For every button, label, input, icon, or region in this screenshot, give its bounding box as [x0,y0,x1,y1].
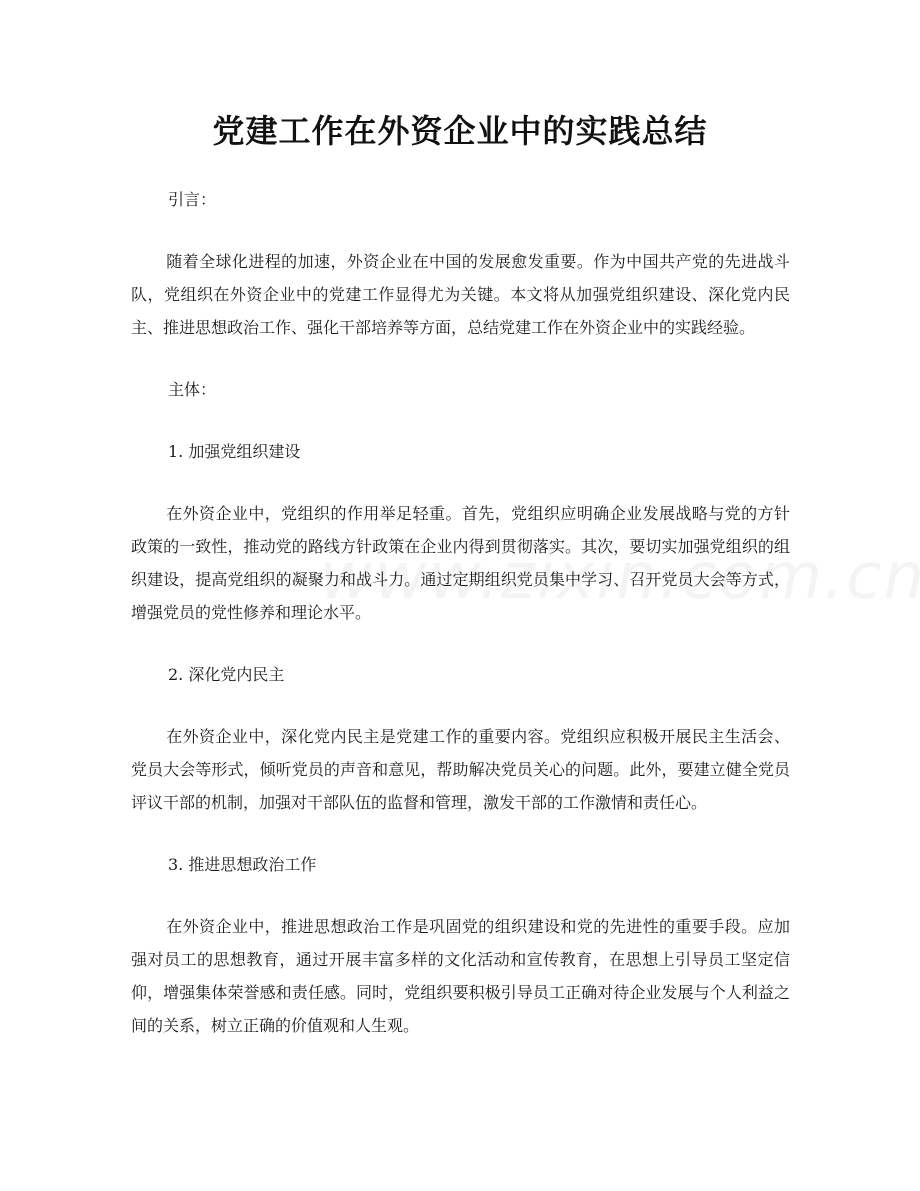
document-title: 党建工作在外资企业中的实践总结 [212,112,708,150]
intro-paragraph: 随着全球化进程的加速，外资企业在中国的发展愈发重要。作为中国共产党的先进战斗队，党组织在外资企业中的党建工作显得尤为关键。本文将从加强党组织建设、深化党内民主、推进思想政治工作、强化干部培养等方面，总结党建工作在外资企业中的实践经验。 [131,252,790,337]
section-heading-2: 2. 深化党内民主 [168,665,285,684]
section-paragraph-2: 在外资企业中，深化党内民主是党建工作的重要内容。党组织应积极开展民主生活会、党员大会等形式，倾听党员的声音和意见，帮助解决党员关心的问题。此外，要建立健全党员评议干部的机制，加强对干部队伍的监督和管理，激发干部的工作激情和责任心。 [131,727,790,812]
section-heading-1: 1. 加强党组织建设 [168,442,301,461]
main-label: 主体： [168,380,217,399]
section-heading-3: 3. 推进思想政治工作 [168,855,317,874]
section-paragraph-1: 在外资企业中，党组织的作用举足轻重。首先，党组织应明确企业发展战略与党的方针政策的一致性，推动党的路线方针政策在企业内得到贯彻落实。其次，要切实加强党组织的组织建设，提高党组织的凝聚力和战斗力。通过定期组织党员集中学习、召开党员大会等方式，增强党员的党性修养和理论水平。 [131,504,790,622]
document-body [131,183,790,1071]
intro-label: 引言： [168,190,217,209]
section-paragraph-3: 在外资企业中，推进思想政治工作是巩固党的组织建设和党的先进性的重要手段。应加强对员工的思想教育，通过开展丰富多样的文化活动和宣传教育，在思想上引导员工坚定信仰，增强集体荣誉感和责任感。同时，党组织要积极引导员工正确对待企业发展与个人利益之间的关系，树立正确的价值观和人生观。 [131,917,790,1035]
